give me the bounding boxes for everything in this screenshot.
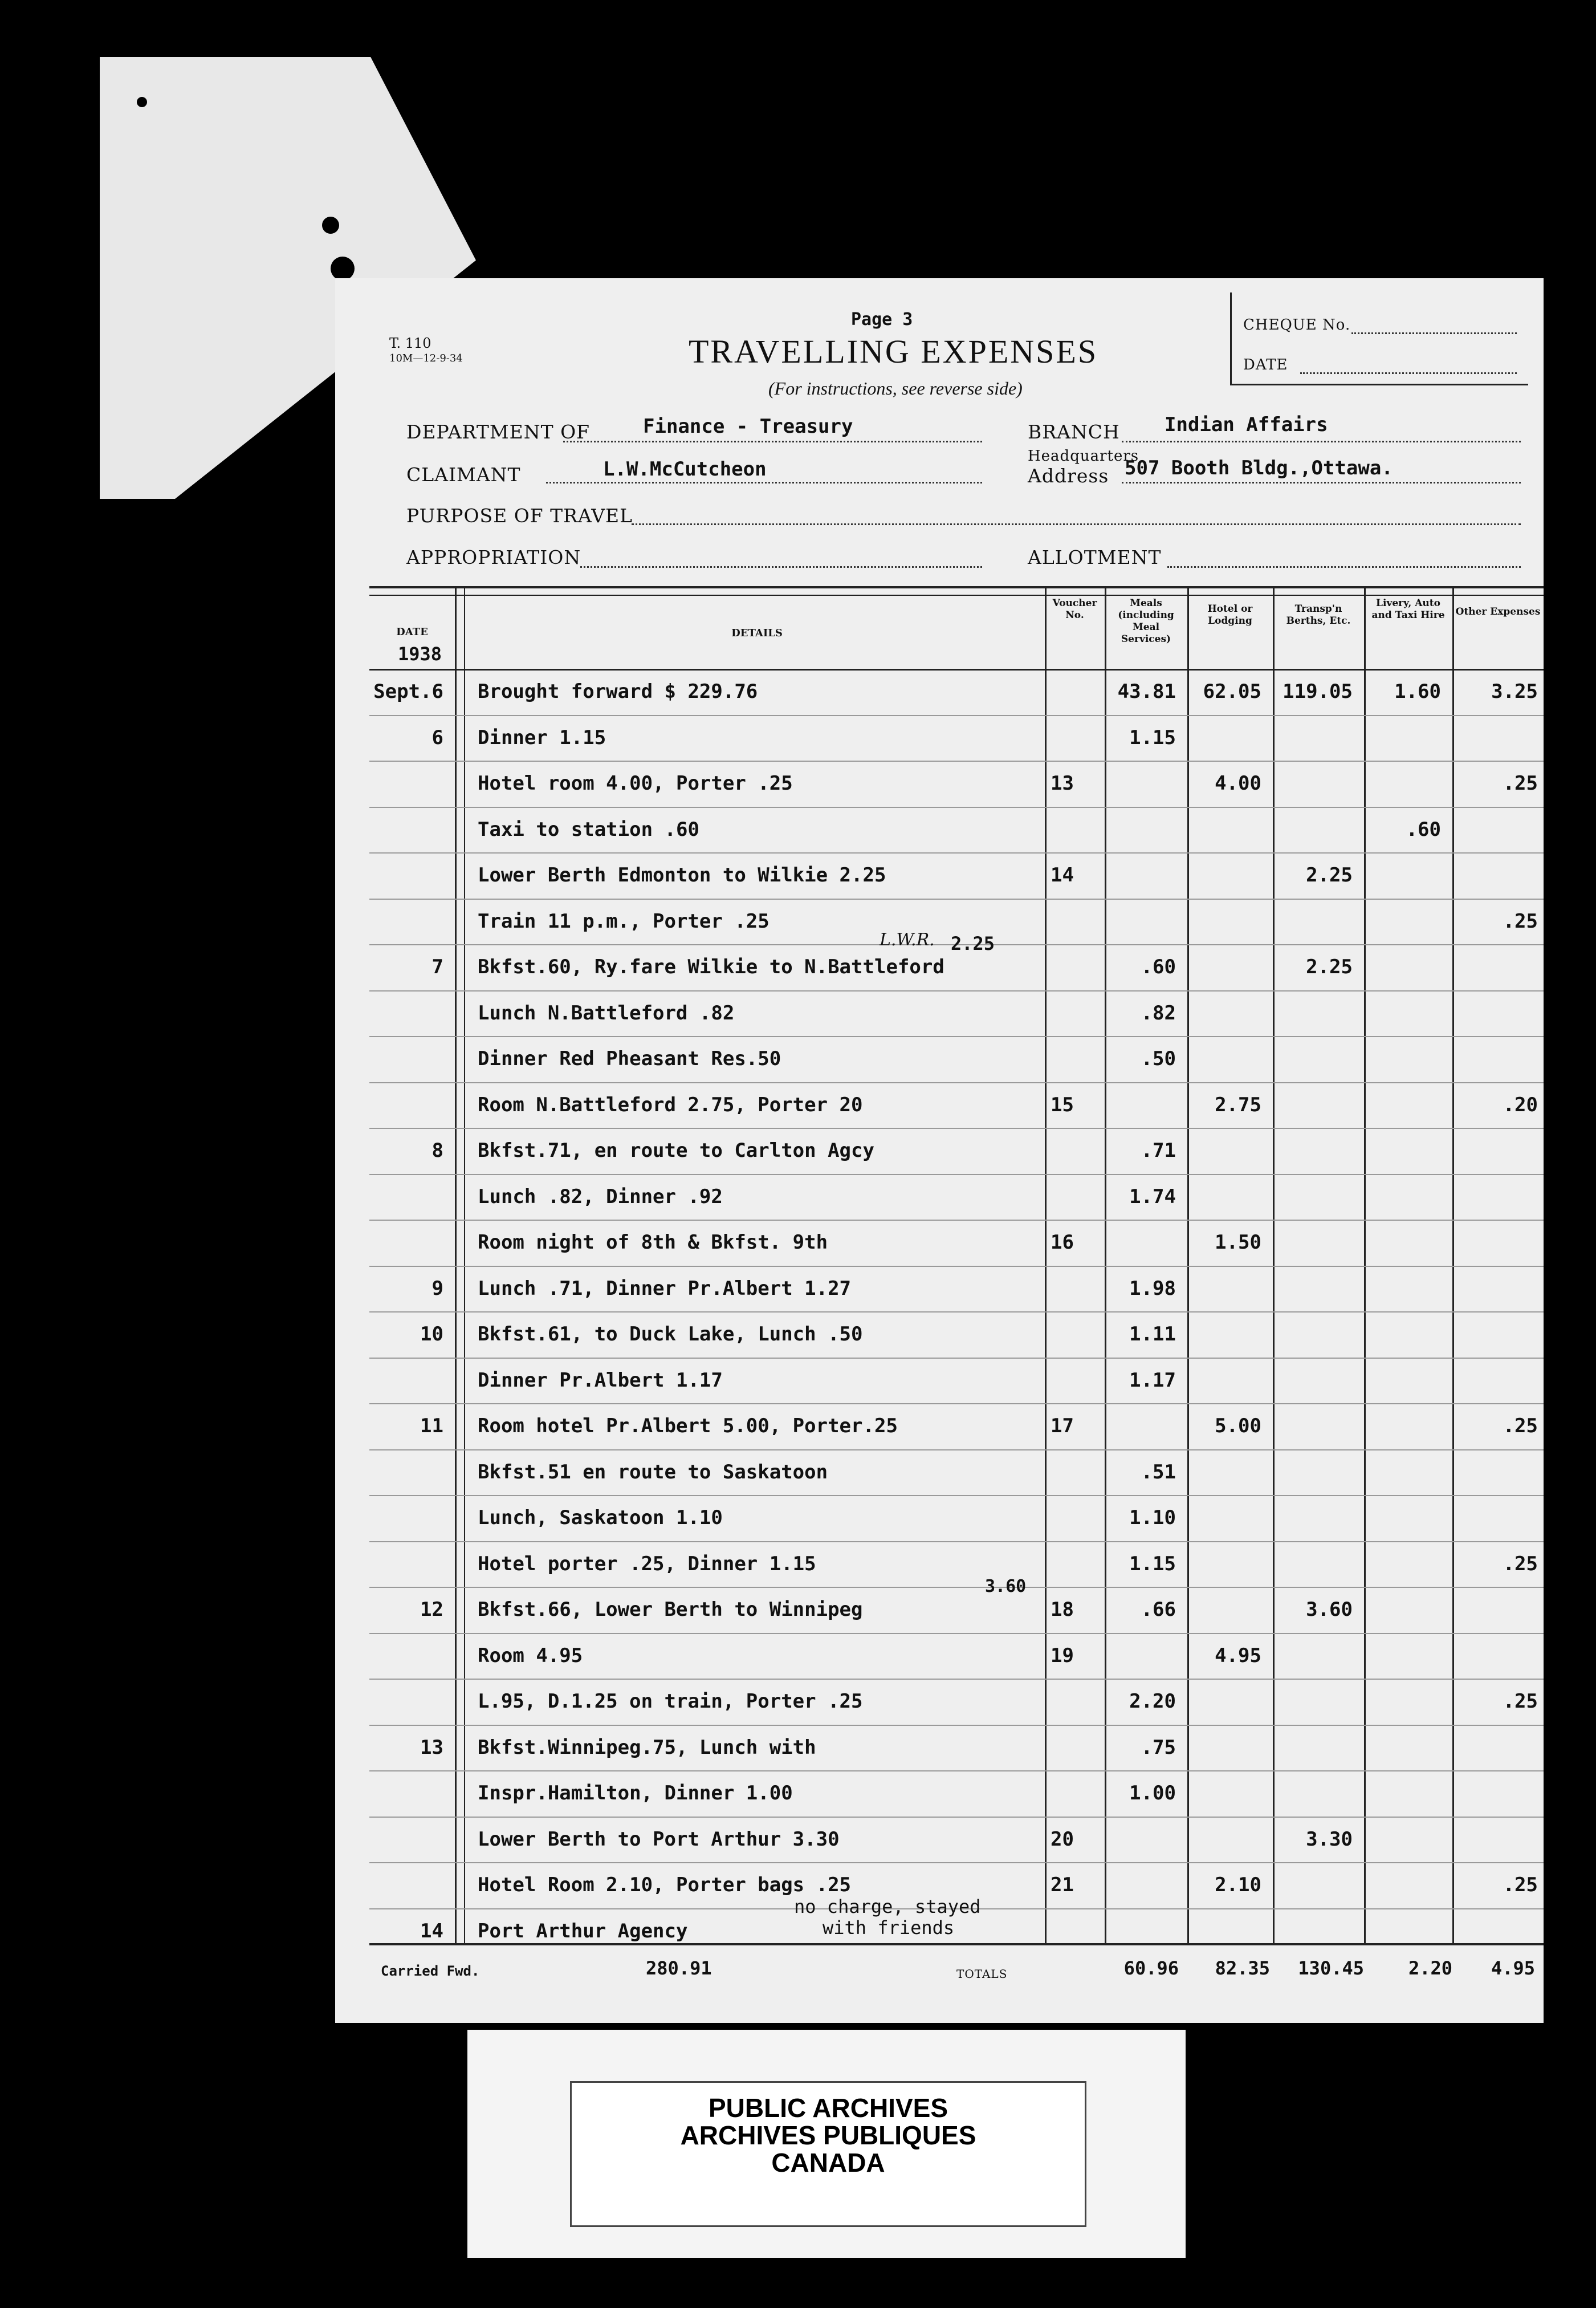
no-charge-note-1: no charge, stayed [794,1896,981,1917]
cell-other: .25 [1503,1874,1538,1896]
cell-details: Dinner Red Pheasant Res.50 [478,1047,781,1070]
total-hotel: 82.35 [1215,1957,1270,1979]
table-row [369,1553,1544,1580]
cell-hotel: 4.95 [1215,1644,1261,1667]
table-row [369,726,1544,754]
total-transportation: 130.45 [1298,1957,1364,1979]
cell-details: Bkfst.Winnipeg.75, Lunch with [478,1736,816,1759]
table-row [369,772,1544,799]
appropriation-field[interactable] [580,566,982,568]
header-other: Other Expenses [1455,606,1541,617]
cell-livery: 1.60 [1394,680,1441,703]
cell-date: 6 [431,726,443,749]
row-rule [369,1358,1544,1359]
cell-meals: 1.74 [1129,1185,1176,1208]
department-value: Finance - Treasury [643,415,853,438]
archive-line-2: ARCHIVES PUBLIQUES [680,2120,976,2150]
cell-meals: .60 [1141,956,1176,978]
row-rule [369,1541,1544,1542]
cell-details: Room night of 8th & Bkfst. 9th [478,1231,828,1254]
cell-meals: 1.15 [1129,726,1176,749]
table-row [369,1736,1544,1763]
cell-hotel: 2.75 [1215,1094,1261,1116]
cell-meals: 1.98 [1129,1277,1176,1300]
cell-details: Inspr.Hamilton, Dinner 1.00 [478,1782,793,1805]
table-row [369,1002,1544,1029]
table-row [369,1369,1544,1396]
cell-details: Lower Berth Edmonton to Wilkie 2.25 [478,864,886,887]
cell-transp: 3.60 [1306,1598,1353,1621]
cell-meals: 43.81 [1117,680,1176,703]
cell-transp: 119.05 [1282,680,1353,703]
cell-other: 3.25 [1491,680,1538,703]
cell-meals: 1.11 [1129,1323,1176,1346]
carried-forward-value: 280.91 [646,1957,712,1979]
cell-voucher: 17 [1051,1415,1074,1437]
row-rule [369,1679,1544,1680]
archive-line-3: CANADA [771,2148,885,2177]
table-row [369,864,1544,891]
header-details: DETAILS [731,627,783,639]
header-transportation: Transp'n Berths, Etc. [1286,603,1351,627]
cheque-box [1230,292,1528,385]
purpose-field[interactable] [632,523,1521,525]
winnipeg-berth-amount: 3.60 [985,1576,1027,1596]
total-other: 4.95 [1491,1957,1535,1979]
row-rule [369,715,1544,716]
cell-details: Hotel Room 2.10, Porter bags .25 [478,1874,852,1896]
cell-other: .25 [1503,1415,1538,1437]
header-livery: Livery, Auto and Taxi Hire [1371,598,1445,621]
cell-hotel: 2.10 [1215,1874,1261,1896]
cell-details: Bkfst.61, to Duck Lake, Lunch .50 [478,1323,863,1346]
cell-livery: .60 [1406,818,1441,841]
branch-value: Indian Affairs [1165,413,1328,436]
date-field[interactable] [1300,372,1517,374]
cell-other: .25 [1503,772,1538,795]
table-row [369,1185,1544,1213]
header-voucher: Voucher No. [1052,598,1097,621]
allotment-field[interactable] [1167,566,1521,568]
row-rule [369,852,1544,854]
table-row [369,1506,1544,1534]
cell-voucher: 21 [1051,1874,1074,1896]
row-rule [369,807,1544,808]
row-rule [369,1587,1544,1588]
cell-details: Brought forward $ 229.76 [478,680,758,703]
cell-details: Lower Berth to Port Arthur 3.30 [478,1828,840,1851]
handwritten-initials: L.W.R. [880,930,935,950]
cell-details: Lunch N.Battleford .82 [478,1002,735,1025]
cell-meals: 1.15 [1129,1553,1176,1575]
archive-line-1: PUBLIC ARCHIVES [709,2093,948,2123]
cell-meals: .82 [1141,1002,1176,1025]
cell-date: 7 [431,956,443,978]
table-row [369,1094,1544,1121]
row-rule [369,1311,1544,1313]
cell-voucher: 16 [1051,1231,1074,1254]
totals-label: TOTALS [956,1967,1008,1981]
cell-details: Taxi to station .60 [478,818,699,841]
row-rule [369,1266,1544,1267]
cell-other: .20 [1503,1094,1538,1116]
row-rule [369,1495,1544,1496]
branch-label: BRANCH [1028,421,1120,443]
row-rule [369,1725,1544,1726]
cheque-field[interactable] [1351,332,1517,334]
cell-details: Dinner 1.15 [478,726,606,749]
table-row [369,1277,1544,1305]
total-livery: 2.20 [1408,1957,1452,1979]
cheque-label: CHEQUE No. [1243,316,1351,334]
cell-meals: 1.17 [1129,1369,1176,1392]
archive-label [570,2081,1086,2227]
row-rule [369,990,1544,992]
cell-meals: 1.00 [1129,1782,1176,1805]
table-row [369,1231,1544,1258]
hq-field[interactable] [1122,482,1521,483]
expense-form [335,278,1544,2023]
cell-details: Port Arthur Agency [478,1920,688,1943]
cell-voucher: 19 [1051,1644,1074,1667]
row-rule [369,761,1544,762]
cell-date: 14 [420,1920,443,1943]
cell-other: .25 [1503,1690,1538,1713]
allotment-label: ALLOTMENT [1028,546,1162,568]
ry-fare-amount: 2.25 [951,933,995,954]
cell-date: 11 [420,1415,443,1437]
table-row [369,1690,1544,1717]
row-rule [369,1449,1544,1450]
table-row [369,1644,1544,1672]
department-label: DEPARTMENT OF [406,421,591,443]
row-rule [369,1220,1544,1221]
total-meals: 60.96 [1123,1957,1179,1979]
row-rule [369,1633,1544,1634]
cell-details: Room hotel Pr.Albert 5.00, Porter.25 [478,1415,898,1437]
cell-date: Sept.6 [373,680,443,703]
cell-date: 9 [431,1277,443,1300]
header-hotel: Hotel or Lodging [1207,603,1253,627]
row-rule [369,1128,1544,1129]
cell-voucher: 18 [1051,1598,1074,1621]
cell-date: 12 [420,1598,443,1621]
row-rule [369,1770,1544,1771]
claimant-field[interactable] [546,482,982,483]
cell-transp: 3.30 [1306,1828,1353,1851]
claimant-label: CLAIMANT [406,464,521,486]
cell-meals: .66 [1141,1598,1176,1621]
form-id: T. 110 [389,335,431,351]
archive-stamp [467,2030,1186,2258]
cell-transp: 2.25 [1306,864,1353,887]
row-rule [369,1403,1544,1404]
cell-other: .25 [1503,910,1538,933]
table-row [369,1323,1544,1350]
cell-details: Room 4.95 [478,1644,583,1667]
header-rule [369,669,1544,671]
table-row [369,1415,1544,1442]
cell-voucher: 15 [1051,1094,1074,1116]
header-date: DATE [396,626,428,638]
table-row [369,1782,1544,1809]
purpose-label: PURPOSE OF TRAVEL [406,505,633,527]
cell-details: Lunch .82, Dinner .92 [478,1185,723,1208]
cell-voucher: 14 [1051,864,1074,887]
date-label: DATE [1243,356,1288,373]
cell-details: Bkfst.51 en route to Saskatoon [478,1461,828,1484]
print-code: 10M—12-9-34 [389,352,463,364]
row-rule [369,1817,1544,1818]
cell-details: Train 11 p.m., Porter .25 [478,910,769,933]
table-row [369,1828,1544,1855]
cell-details: Room N.Battleford 2.75, Porter 20 [478,1094,863,1116]
department-field[interactable] [563,441,982,442]
cell-details: Hotel room 4.00, Porter .25 [478,772,793,795]
row-rule [369,1082,1544,1083]
header-meals: Meals (including Meal Services) [1118,598,1174,645]
cell-details: Hotel porter .25, Dinner 1.15 [478,1553,816,1575]
form-title: TRAVELLING EXPENSES [689,333,1098,370]
cell-hotel: 62.05 [1203,680,1261,703]
cell-date: 10 [420,1323,443,1346]
form-subtitle: (For instructions, see reverse side) [768,378,1023,399]
cell-date: 8 [431,1139,443,1162]
cell-details: Dinner Pr.Albert 1.17 [478,1369,723,1392]
cell-hotel: 1.50 [1215,1231,1261,1254]
table-row [369,1598,1544,1626]
punch-hole [322,217,339,234]
branch-field[interactable] [1122,441,1521,442]
cell-voucher: 20 [1051,1828,1074,1851]
cell-meals: 2.20 [1129,1690,1176,1713]
row-rule [369,1862,1544,1863]
table-row [369,818,1544,846]
table-row [369,1139,1544,1167]
punch-hole [137,97,147,107]
hq-label: Headquarters [1028,448,1139,465]
cell-meals: .51 [1141,1461,1176,1484]
claimant-value: L.W.McCutcheon [603,458,767,481]
address-label: Address [1028,465,1109,487]
appropriation-label: APPROPRIATION [406,546,581,568]
cell-transp: 2.25 [1306,956,1353,978]
cell-hotel: 5.00 [1215,1415,1261,1437]
cell-meals: 1.10 [1129,1506,1176,1529]
expense-table [369,586,1544,1943]
cell-voucher: 13 [1051,772,1074,795]
cell-hotel: 4.00 [1215,772,1261,795]
table-row [369,956,1544,983]
page-number: Page 3 [851,310,913,330]
cell-details: Lunch .71, Dinner Pr.Albert 1.27 [478,1277,852,1300]
header-year: 1938 [398,643,442,665]
hq-value: 507 Booth Bldg.,Ottawa. [1125,457,1393,480]
row-rule [369,1174,1544,1175]
cell-details: Bkfst.60, Ry.fare Wilkie to N.Battleford [478,956,944,978]
cell-meals: .50 [1141,1047,1176,1070]
cell-details: L.95, D.1.25 on train, Porter .25 [478,1690,863,1713]
cell-details: Bkfst.71, en route to Carlton Agcy [478,1139,874,1162]
cell-meals: .71 [1141,1139,1176,1162]
totals-rule [369,1943,1544,1945]
cell-other: .25 [1503,1553,1538,1575]
table-row [369,1047,1544,1075]
table-row [369,1461,1544,1488]
cell-meals: .75 [1141,1736,1176,1759]
row-rule [369,1036,1544,1037]
carried-forward-label: Carried Fwd. [381,1963,480,1979]
table-row [369,680,1544,708]
row-rule [369,899,1544,900]
cell-details: Lunch, Saskatoon 1.10 [478,1506,723,1529]
cell-details: Bkfst.66, Lower Berth to Winnipeg [478,1598,863,1621]
cell-date: 13 [420,1736,443,1759]
no-charge-note-2: with friends [823,1917,955,1939]
punch-hole [331,257,355,281]
